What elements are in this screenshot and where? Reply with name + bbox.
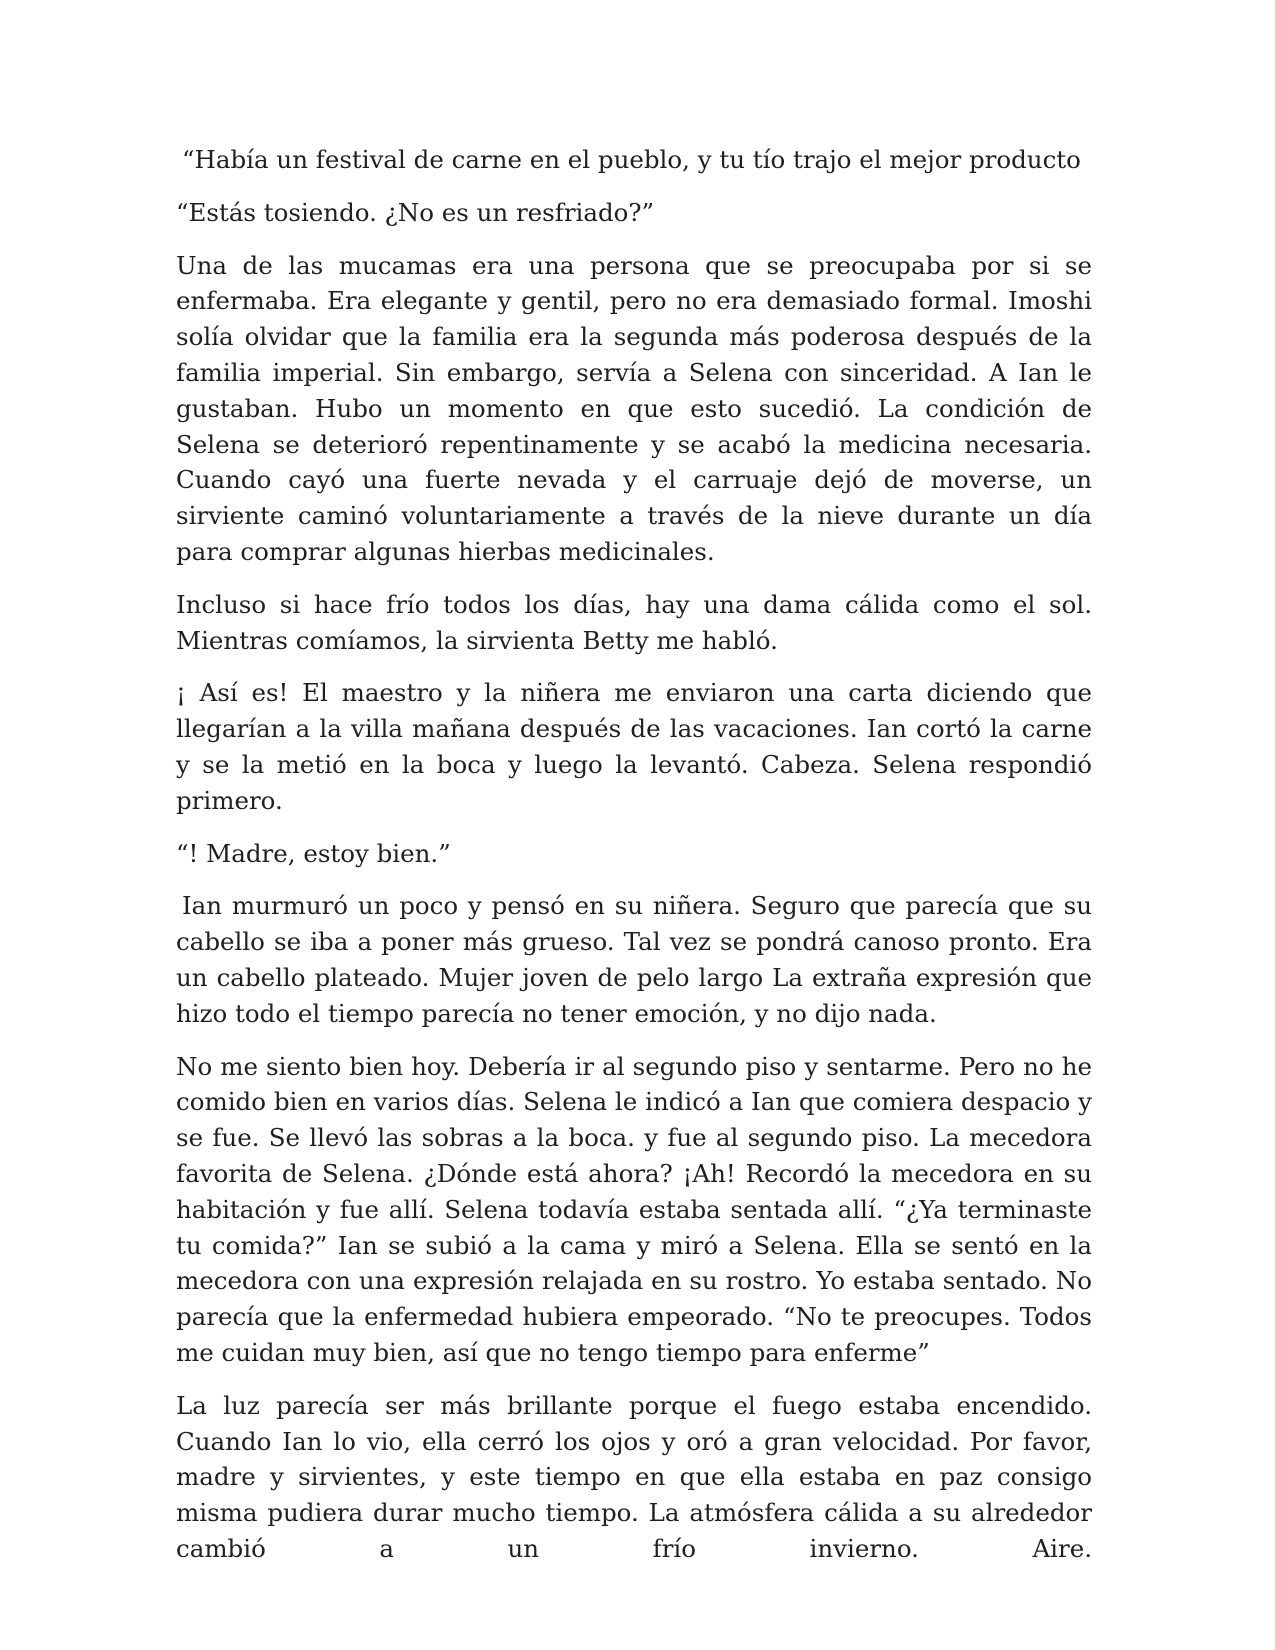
text-column xyxy=(176,142,1092,1584)
paragraph-9: La luz parecía ser más brillante porque el fuego estaba encendido. Cuando Ian lo vio, ella cerró los ojos y oró a gran velocidad. Por favor, madre y sirvientes, y este tiempo en que ella estaba en paz consigo misma pudiera durar mucho tiempo. La atmósfera cálida a su alrededor cambió a un frío invierno. Aire. xyxy=(176,1390,1092,1563)
paragraph-8: No me siento bien hoy. Debería ir al segundo piso y sentarme. Pero no he comido bien en varios días. Selena le indicó a Ian que comiera despacio y se fue. Se llevó las sobras a la boca. y fue al segundo piso. La mecedora favorita de Selena. ¿Dónde está ahora? ¡Ah! Recordó la mecedora en su habitación y fue allí. Selena todavía estaba sentada allí. “¿Ya terminaste tu comida?” Ian se subió a la cama y miró a Selena. Ella se sentó en la mecedora con una expresión relajada en su rostro. Yo estaba sentado. No parecía que la enfermedad hubiera empeorado. “No te preocupes. Todos me cuidan muy bien, así que no tengo tiempo para enferme” xyxy=(176,1051,1092,1367)
paragraph-3: Una de las mucamas era una persona que se preocupaba por si se enfermaba. Era elegante y gentil, pero no era demasiado formal. Imoshi solía olvidar que la familia era la segunda más poderosa después de la familia imperial. Sin embargo, servía a Selena con sinceridad. A Ian le gustaban. Hubo un momento en que esto sucedió. La condición de Selena se deterioró repentinamente y se acabó la medicina necesaria. Cuando cayó una fuerte nevada y el carruaje dejó de moverse, un sirviente caminó voluntariamente a través de la nieve durante un día para comprar algunas hierbas medicinales. xyxy=(176,250,1092,566)
paragraph-4: Incluso si hace frío todos los días, hay una dama cálida como el sol. Mientras comíamos, la sirvienta Betty me habló. xyxy=(176,589,1092,655)
paragraph-7: Ian murmuró un poco y pensó en su niñera. Seguro que parecía que su cabello se iba a poner más grueso. Tal vez se pondrá canoso pronto. Era un cabello plateado. Mujer joven de pelo largo La extraña expresión que hizo todo el tiempo parecía no tener emoción, y no dijo nada. xyxy=(176,891,1092,1028)
paragraph-2: “Estás tosiendo. ¿No es un resfriado?” xyxy=(176,197,655,227)
paragraph-6: “! Madre, estoy bien.” xyxy=(176,838,451,868)
paragraph-5: ¡ Así es! El maestro y la niñera me enviaron una carta diciendo que llegarían a la villa mañana después de las vacaciones. Ian cortó la carne y se la metió en la boca y luego la levantó. Cabeza. Selena respondió primero. xyxy=(176,678,1092,815)
paragraph-1: “Había un festival de carne en el pueblo, y tu tío trajo el mejor producto xyxy=(182,145,1081,174)
